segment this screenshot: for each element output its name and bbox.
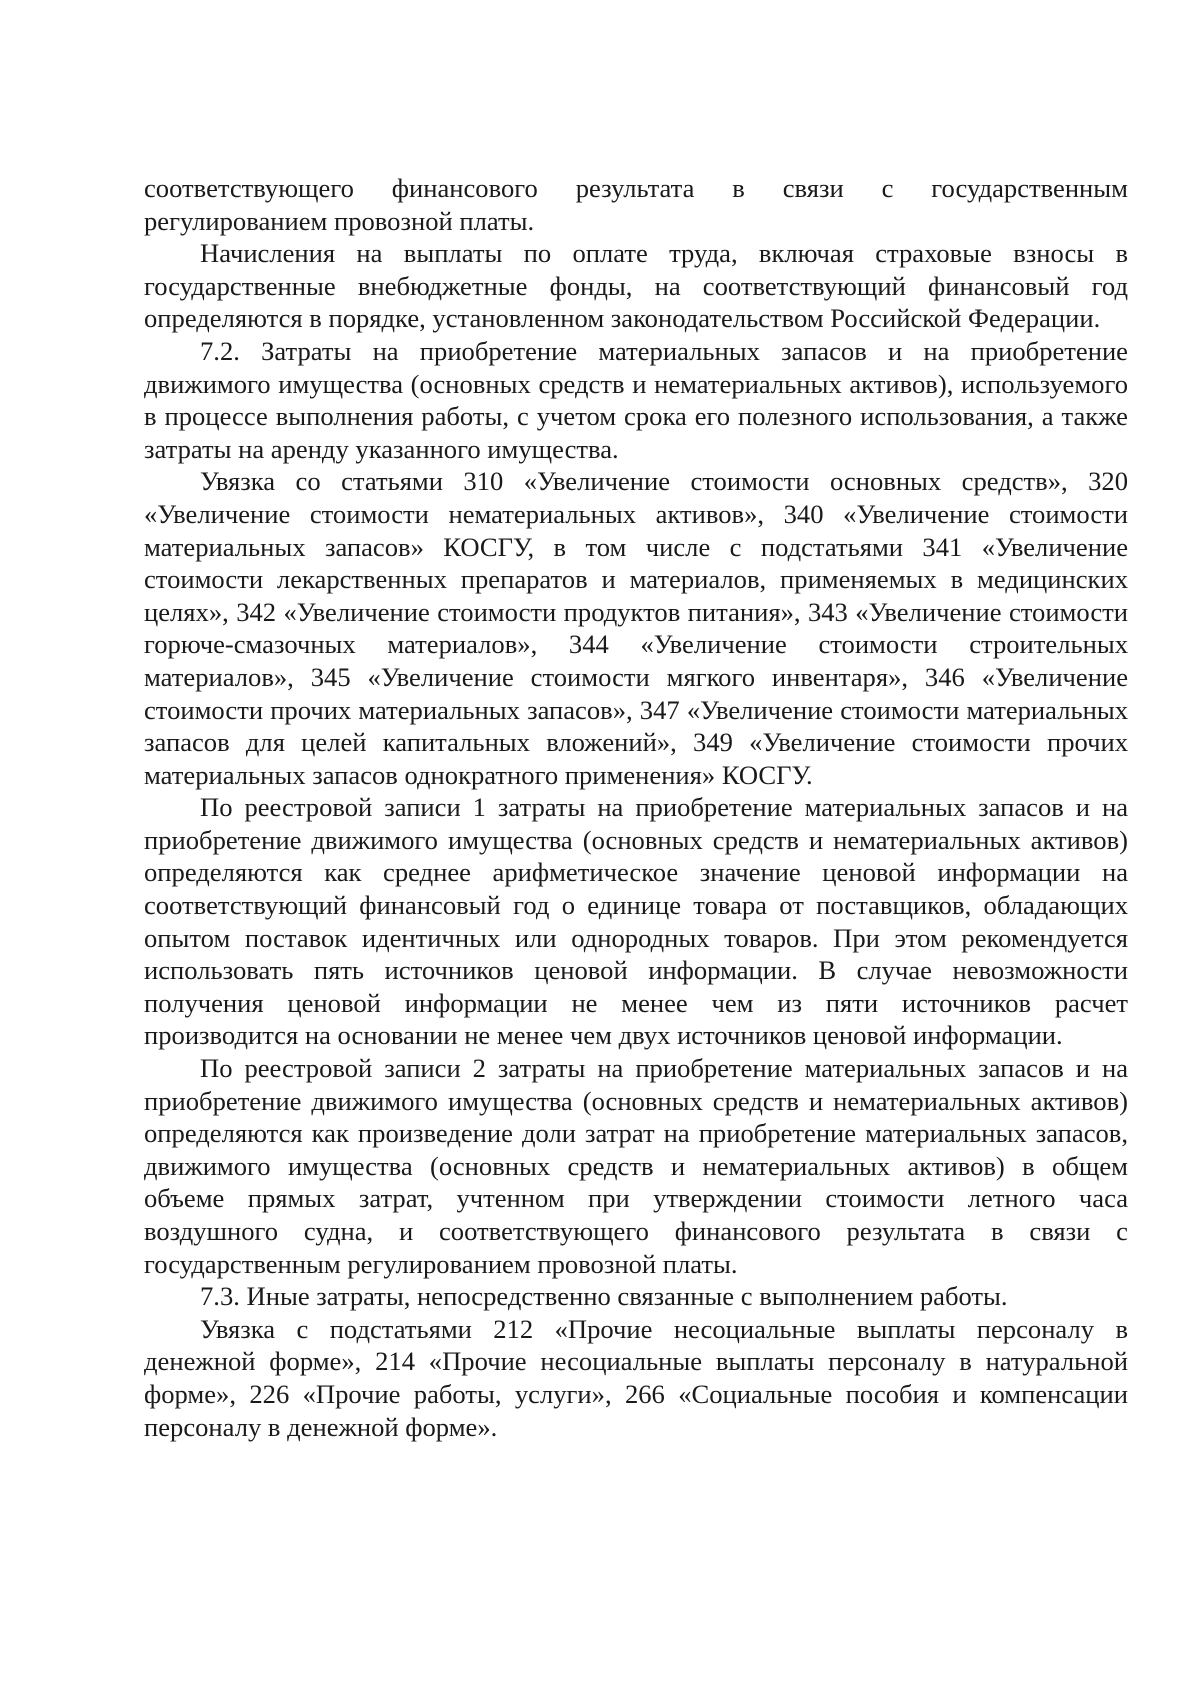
paragraph-registry-entry-2: По реестровой записи 2 затраты на приобретение материальных запасов и на приобретение движимого имущества (основных средств и нематериальных активов) определяются как произведение доли затрат на приобретение материальных запасов, движимого имущества (основных средств и нематериальных активов) в общем объеме прямых затрат, учтенном при утверждении стоимости летного часа воздушного судна, и соответствующего финансового результата в связи с государственным регулированием провозной платы.	[144, 1053, 1128, 1279]
paragraph-registry-entry-1: По реестровой записи 1 затраты на приобретение материальных запасов и на приобретение движимого имущества (основных средств и нематериальных активов) определяются как среднее арифметическое значение ценовой информации на соответствующий финансовый год о единице товара от поставщиков, обладающих опытом поставок идентичных или однородных товаров. При этом рекомендуется использовать пять источников ценовой информации. В случае невозможности получения ценовой информации не менее чем из пяти источников расчет производится на основании не менее чем двух источников ценовой информации.	[144, 792, 1128, 1051]
paragraph-section-7-3: 7.3. Иные затраты, непосредственно связанные с выполнением работы.	[200, 1281, 1008, 1312]
paragraph-contributions: Начисления на выплаты по оплате труда, включая страховые взносы в государственные внебюджетные фонды, на соответствующий финансовый год определяются в порядке, установленном законодательством Российской Федерации.	[144, 238, 1128, 334]
document-body	[144, 172, 1128, 1443]
paragraph-kosgu-linkage: Увязка со статьями 310 «Увеличение стоимости основных средств», 320 «Увеличение стоимости нематериальных активов», 340 «Увеличение стоимости материальных запасов» КОСГУ, в том числе с подстатьями 341 «Увеличение стоимости лекарственных препаратов и материалов, применяемых в медицинских целях», 342 «Увеличение стоимости продуктов питания», 343 «Увеличение стоимости горюче-смазочных материалов», 344 «Увеличение стоимости строительных материалов», 345 «Увеличение стоимости мягкого инвентаря», 346 «Увеличение стоимости прочих материальных запасов», 347 «Увеличение стоимости материальных запасов для целей капитальных вложений», 349 «Увеличение стоимости прочих материальных запасов однократного применения» КОСГУ.	[144, 466, 1128, 790]
paragraph-continuation: соответствующего финансового результата в связи с государственным регулированием провозной платы.	[144, 173, 1128, 236]
paragraph-section-7-2: 7.2. Затраты на приобретение материальных запасов и на приобретение движимого имущества (основных средств и нематериальных активов), используемого в процессе выполнения работы, с учетом срока его полезного использования, а также затраты на аренду указанного имущества.	[144, 335, 1128, 464]
paragraph-other-costs-linkage: Увязка с подстатьями 212 «Прочие несоциальные выплаты персоналу в денежной форме», 214 «Прочие несоциальные выплаты персоналу в натуральной форме», 226 «Прочие работы, услуги», 266 «Социальные пособия и компенсации персоналу в денежной форме».	[144, 1313, 1128, 1442]
